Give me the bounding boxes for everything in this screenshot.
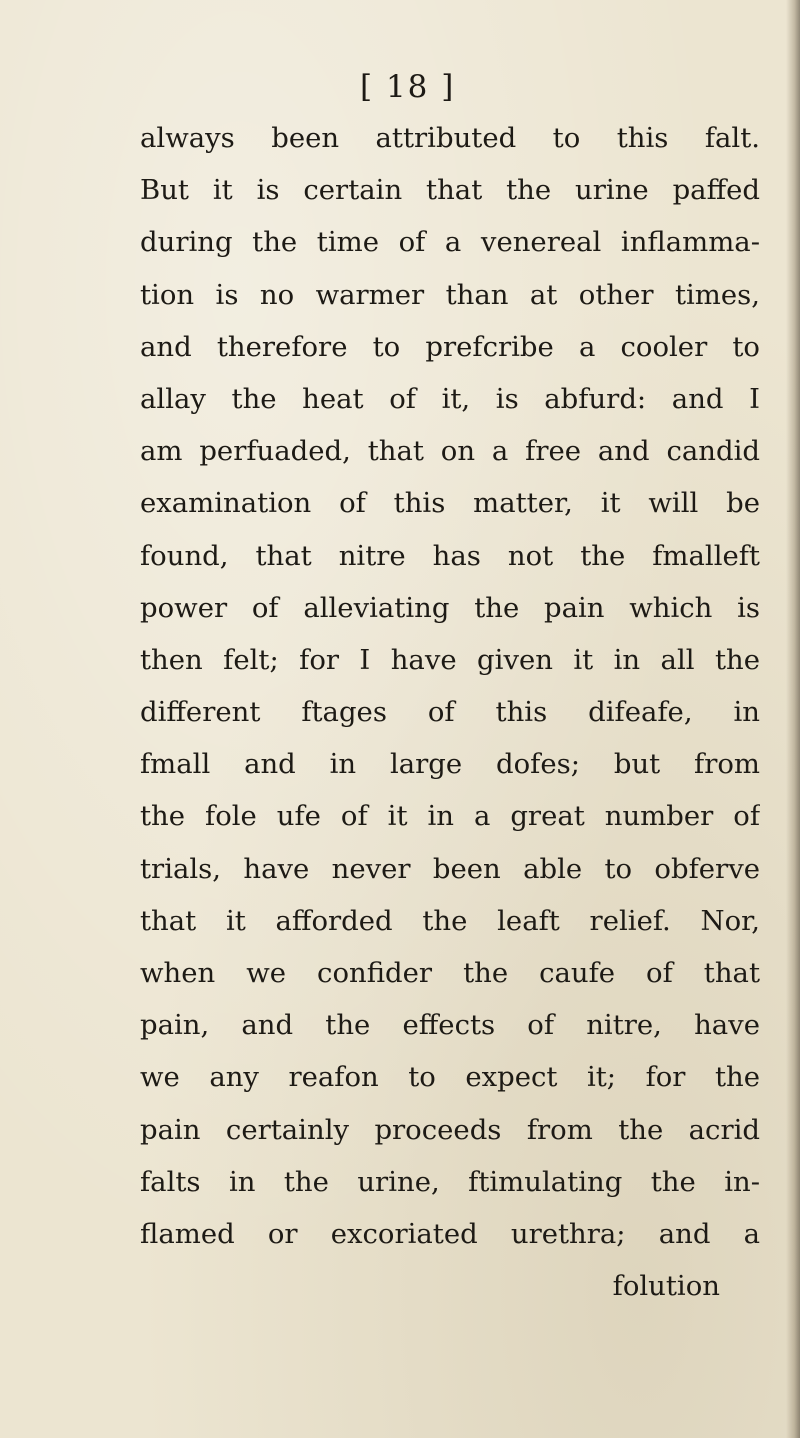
body-text — [140, 112, 760, 1312]
text-line: tion is no warmer than at other times, — [140, 278, 760, 311]
text-line: different ftages of this difeafe, in — [140, 696, 760, 729]
text-line: allay the heat of it, is abfurd: and I — [140, 382, 760, 415]
text-line: pain certainly proceeds from the acrid — [140, 1113, 760, 1146]
text-line: examination of this matter, it will be — [140, 487, 760, 520]
text-line: then felt; for I have given it in all the — [140, 643, 760, 676]
text-line: that it afforded the leaft relief. Nor, — [140, 904, 760, 937]
text-line: always been attributed to this falt. — [140, 122, 760, 154]
text-line: fmall and in large dofes; but from — [140, 748, 760, 781]
text-line: But it is certain that the urine paffed — [140, 174, 760, 207]
text-line: we any reafon to expect it; for the — [140, 1061, 760, 1094]
text-line: pain, and the effects of nitre, have — [140, 1009, 760, 1042]
page-number-header: [ 18 ] — [360, 69, 456, 105]
text-line: trials, have never been able to obferve — [140, 852, 760, 885]
text-line: when we confider the caufe of that — [140, 957, 760, 989]
text-line: during the time of a venereal inflamma- — [140, 226, 760, 259]
text-line: flamed or excoriated urethra; and a — [140, 1217, 760, 1250]
page-binding-edge — [786, 0, 800, 1438]
text-line: am perfuaded, that on a free and candid — [140, 435, 760, 468]
text-line: and therefore to prefcribe a cooler to — [140, 330, 760, 363]
text-line: falts in the urine, ftimulating the in- — [140, 1165, 760, 1198]
text-line: power of alleviating the pain which is — [140, 591, 760, 624]
text-line: the fole ufe of it in a great number of — [140, 800, 760, 833]
text-line: found, that nitre has not the fmalleft — [140, 539, 760, 572]
catchword: folution — [612, 1270, 720, 1303]
